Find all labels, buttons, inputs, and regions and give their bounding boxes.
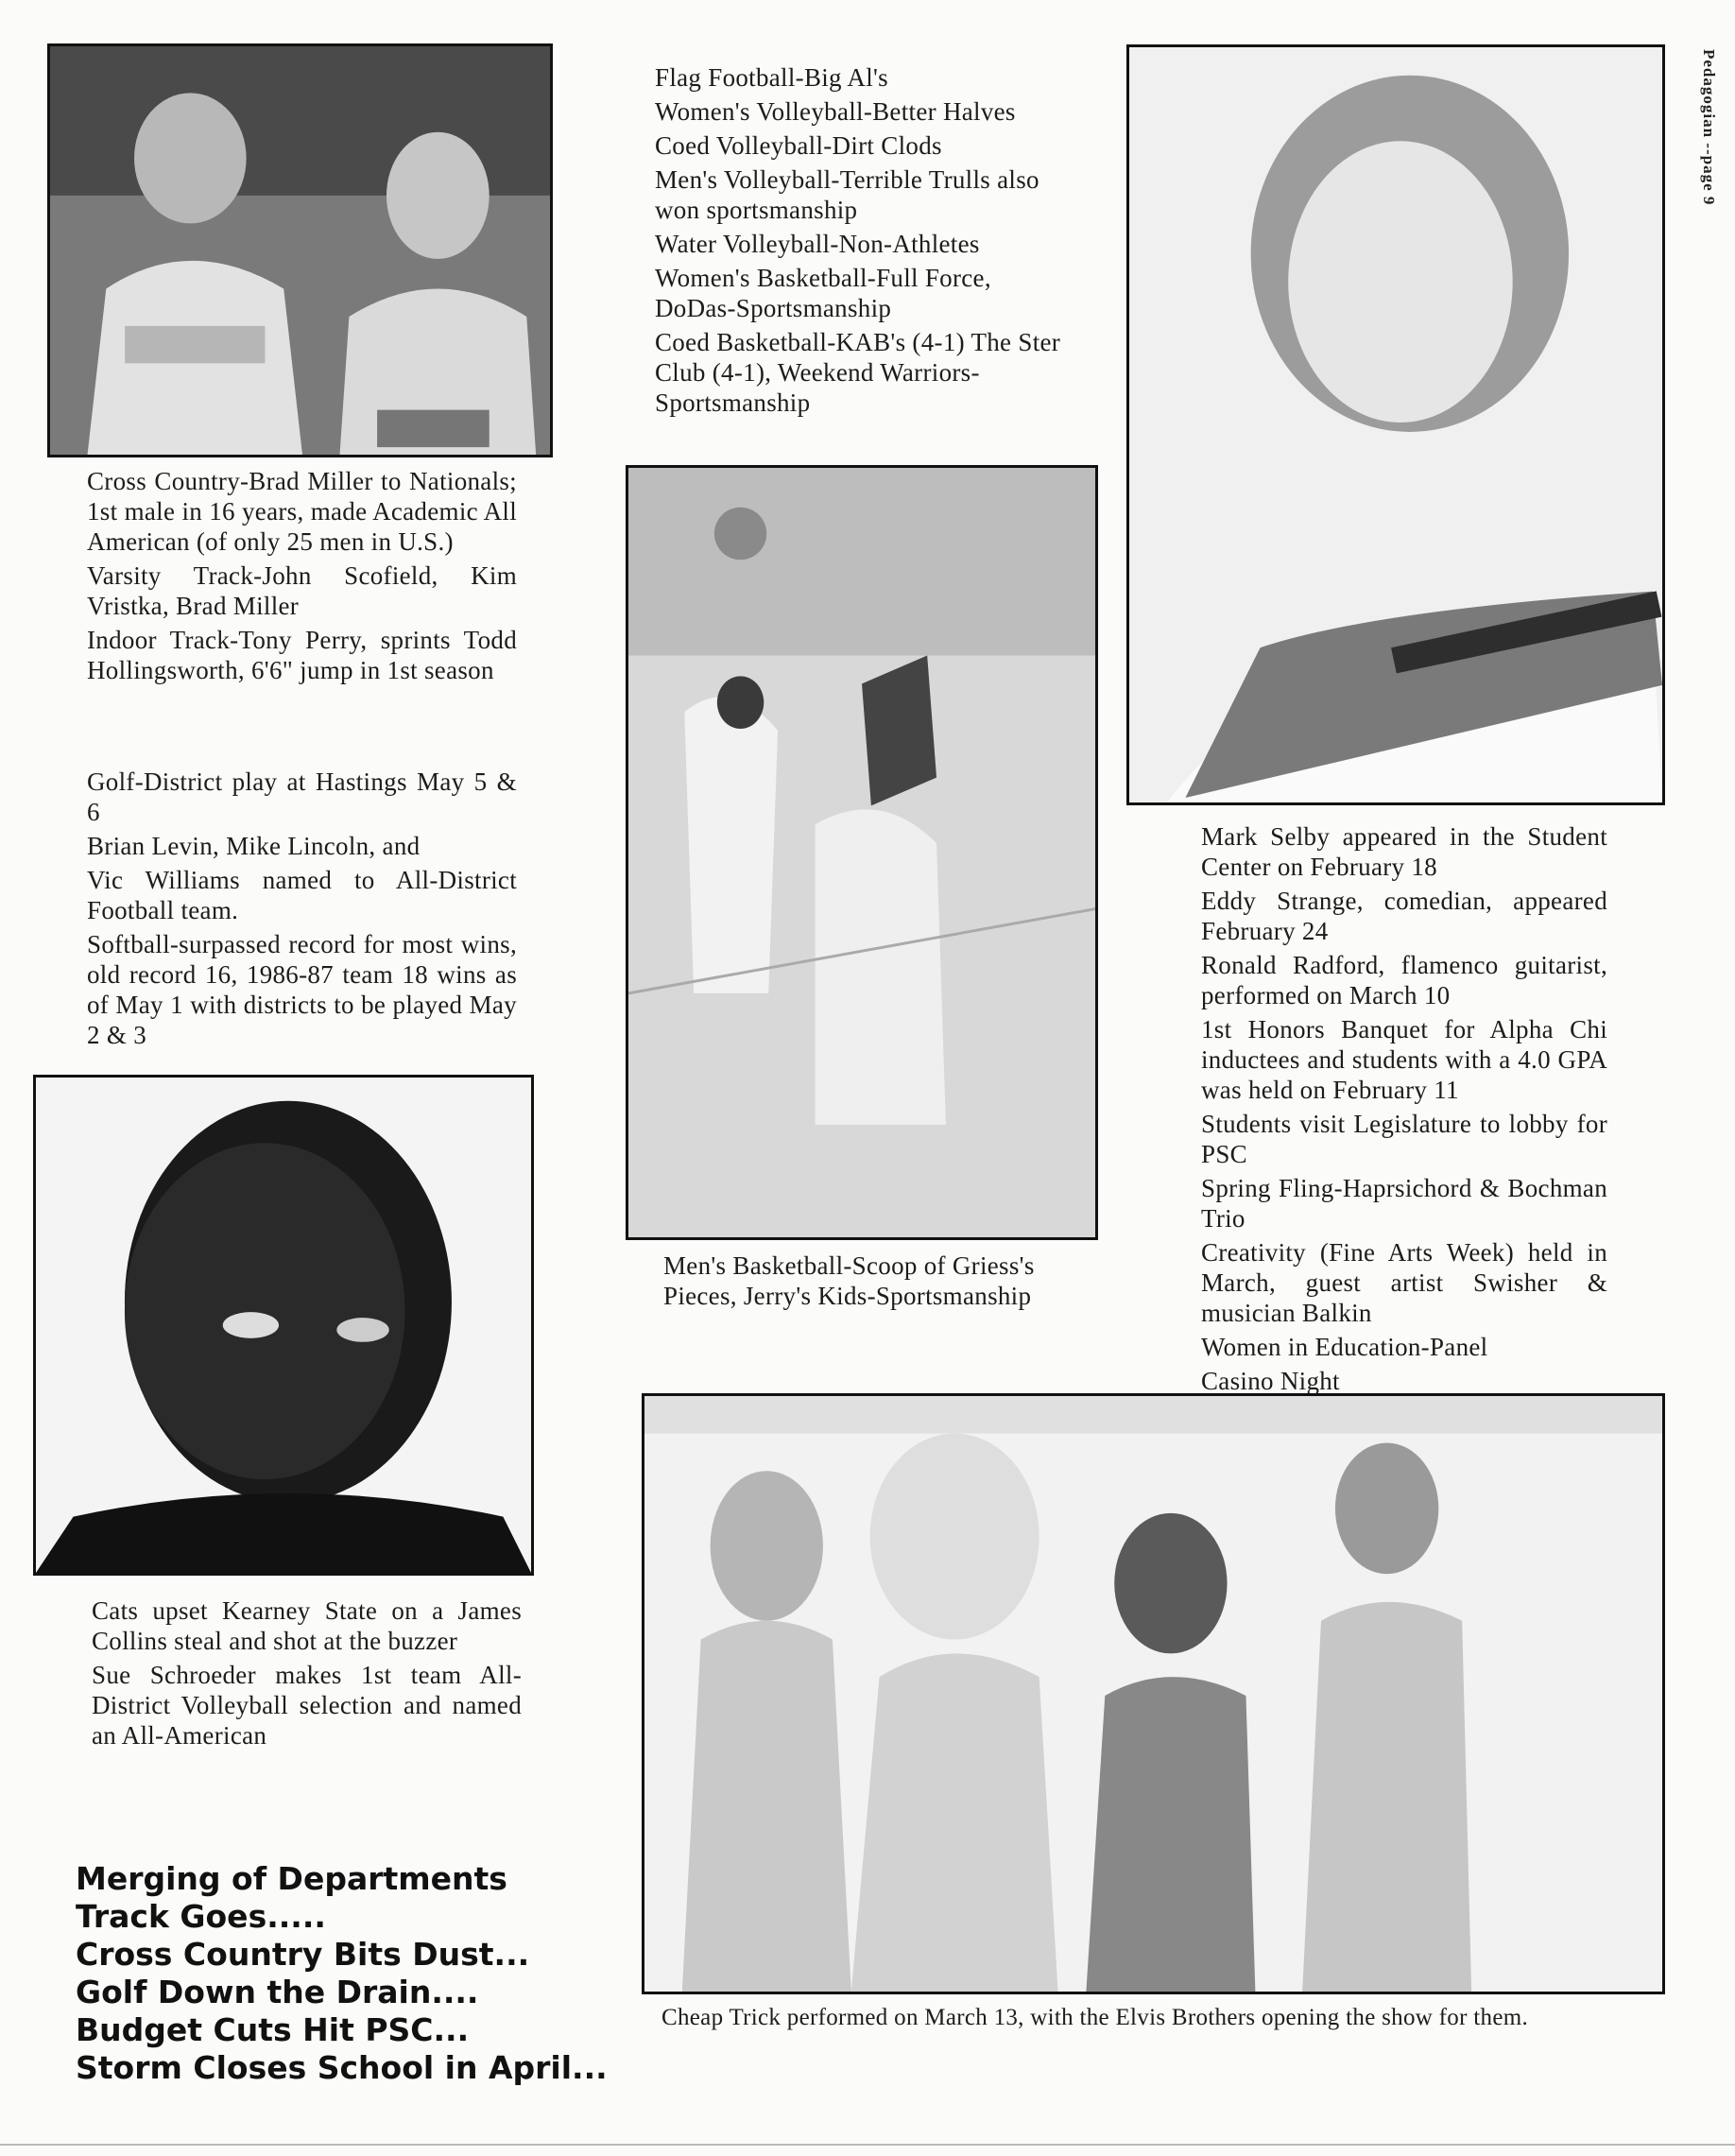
- headline: Track Goes.....: [76, 1898, 326, 1935]
- caption-line: Softball-surpassed record for most wins, old record 16, 1986-87 team 18 wins as of May 1 with districts to be played May 2 & 3: [87, 930, 517, 1049]
- caption-line: Cats upset Kearney State on a James Collins steal and shot at the buzzer: [92, 1596, 522, 1655]
- photo-guitarist: [1126, 44, 1665, 805]
- caption-mens-basketball: [663, 1250, 1079, 1315]
- caption-line: Men's Basketball-Scoop of Griess's Pieces, Jerry's Kids-Sportsmanship: [663, 1251, 1035, 1310]
- caption-cats: [92, 1595, 522, 1754]
- caption-line: Creativity (Fine Arts Week) held in March, guest artist Swisher & musician Balkin: [1201, 1238, 1607, 1327]
- caption-line: Flag Football-Big Al's: [655, 63, 888, 92]
- caption-line: Coed Basketball-KAB's (4-1) The Ster Club (4-1), Weekend Warriors-Sportsmanship: [655, 328, 1061, 417]
- caption-line: Mark Selby appeared in the Student Center on February 18: [1201, 822, 1607, 881]
- headline: Budget Cuts Hit PSC...: [76, 2011, 470, 2048]
- caption-line: Cross Country-Brad Miller to Nationals; 1st male in 16 years, made Academic All American (of only 25 men in U.S.): [87, 467, 517, 556]
- headline: Golf Down the Drain....: [76, 1974, 479, 2010]
- caption-line: Ronald Radford, flamenco guitarist, performed on March 10: [1201, 951, 1607, 1009]
- caption-line: Women in Education-Panel: [1201, 1333, 1488, 1361]
- caption-golf: [87, 767, 517, 1054]
- caption-line: Cheap Trick performed on March 13, with the Elvis Brothers opening the show for them.: [661, 2005, 1529, 2030]
- headlines: [76, 1860, 608, 2087]
- caption-line: Varsity Track-John Scofield, Kim Vristka, Brad Miller: [87, 561, 517, 620]
- caption-line: Women's Basketball-Full Force, DoDas-Sportsmanship: [655, 264, 991, 322]
- caption-line: Vic Williams named to All-District Football team.: [87, 866, 517, 924]
- caption-line: Brian Levin, Mike Lincoln, and: [87, 832, 421, 860]
- caption-line: Sue Schroeder makes 1st team All-District Volleyball selection and named an All-American: [92, 1661, 522, 1750]
- photo-portrait: [33, 1075, 534, 1576]
- caption-events: [1201, 821, 1607, 1400]
- caption-line: Water Volleyball-Non-Athletes: [655, 230, 980, 258]
- headline: Cross Country Bits Dust...: [76, 1936, 530, 1973]
- caption-intramurals: [655, 62, 1061, 422]
- photo-band: [642, 1393, 1665, 1994]
- caption-line: 1st Honors Banquet for Alpha Chi inductees and students with a 4.0 GPA was held on February 11: [1201, 1015, 1607, 1104]
- bottom-rule: [0, 2144, 1735, 2146]
- photo-basketball: [626, 465, 1098, 1240]
- page-label: Pedagogian --page 9: [1700, 49, 1718, 206]
- caption-line: Coed Volleyball-Dirt Clods: [655, 131, 942, 160]
- caption-line: Casino Night: [1201, 1367, 1340, 1395]
- headline: Merging of Departments: [76, 1860, 507, 1897]
- caption-cheap-trick: [661, 2004, 1625, 2036]
- caption-line: Indoor Track-Tony Perry, sprints Todd Hollingsworth, 6'6" jump in 1st season: [87, 626, 517, 684]
- headline: Storm Closes School in April...: [76, 2049, 608, 2086]
- caption-line: Golf-District play at Hastings May 5 & 6: [87, 768, 517, 826]
- caption-line: Spring Fling-Haprsichord & Bochman Trio: [1201, 1174, 1607, 1233]
- caption-line: Students visit Legislature to lobby for PSC: [1201, 1110, 1607, 1168]
- caption-line: Women's Volleyball-Better Halves: [655, 97, 1016, 126]
- caption-line: Men's Volleyball-Terrible Trulls also won sportsmanship: [655, 165, 1039, 224]
- photo-runners: [47, 43, 553, 457]
- caption-line: Eddy Strange, comedian, appeared February 24: [1201, 887, 1607, 945]
- caption-cross-country: [87, 466, 517, 689]
